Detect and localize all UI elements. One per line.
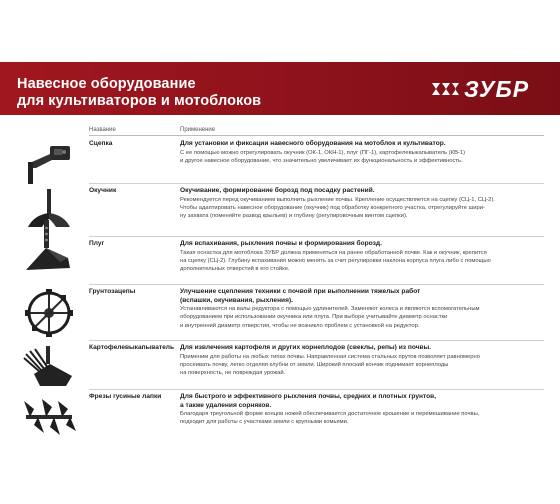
header-divider <box>89 135 544 136</box>
column-header-purpose: Применение <box>180 127 216 133</box>
row-divider <box>89 340 544 341</box>
brand-logo-text: ЗУБР <box>464 76 530 102</box>
row-divider <box>89 284 544 285</box>
column-header-name: Название <box>89 127 116 133</box>
row-description: Для извлечения картофеля и других корнеплодов (свеклы, репы) из почвы. Применим для работы на любых типах почвы. Направленная система стальных прутов позволяет равномерно просеивать почву, легко отделяя клубни от земли. Широкий плоский кончик поднимает корнеплоды на поверхность, не повреждая урожай. <box>180 344 480 377</box>
row-name: Грунтозацепы <box>89 288 136 295</box>
row-description: Улучшение сцепления техники с почвой при выполнении тяжелых работ (вспашки, окучивания, рыхления). Устанавливаются на валы редуктора с помощью удлинителей. Заменяют колеса и являются вспомогательным оборудованием при использовании окучника или плуга. При выборе учитывайте диаметр оснастки и внутренний диаметр отверстия, чтобы не возникло проблем с установкой на редуктор. <box>180 288 480 329</box>
brand-logo <box>430 75 548 103</box>
row-description: Для установки и фиксации навесного оборудования на мотоблок и культиватор. С ее помощью можно отрегулировать окучник (ОК-1, ОКН-1), плуг (ПГ-1), картофелевыкапыватель (КВ-1) и другое навесное оборудование, что значительно увеличивает их функциональность и эффективность. <box>180 140 466 164</box>
row-name: Фрезы гусиные лапки <box>89 393 162 400</box>
row-divider <box>89 183 544 184</box>
hitch-illustration <box>20 142 78 186</box>
lug-wheel-illustration <box>20 288 78 338</box>
row-divider <box>89 236 544 237</box>
row-divider <box>89 389 544 390</box>
row-name: Окучник <box>89 187 117 194</box>
row-name: Сцепка <box>89 140 113 147</box>
potato-digger-illustration <box>20 346 78 392</box>
bison-emblem-icon <box>430 77 460 101</box>
title-line-2: для культиваторов и мотоблоков <box>17 93 262 109</box>
row-description: Окучивание, формирование борозд под посадку растений. Рекомендуется перед окучиванием выполнить рыхление почвы. Крепление осуществляется на сцепку (СЦ-1, СЦ-2). Чтобы адаптировать навесное оборудование (окучник) под обработку конкретного участка, отрегулируйте шири- ну захвата (поменяйте развод крыльев) и глубину (регулировочным винтом сцепки). <box>180 187 495 220</box>
header-banner <box>0 62 560 115</box>
row-name: Плуг <box>89 240 105 247</box>
title-line-1: Навесное оборудование <box>17 76 196 92</box>
goose-foot-tiller-illustration <box>20 395 78 439</box>
row-description: Для быстрого и эффективного рыхления почвы, средних и плотных грунтов, а также удаления сорняков. Благодаря треугольной форме концов ножей обеспечивается достаточное крошение и перемешивание почвы, подходит для работы с участками земли с крупными комьями. <box>180 393 480 426</box>
plough-illustration <box>20 220 78 282</box>
row-name: Картофелевыкапыватель <box>89 344 175 351</box>
row-description: Для вспахивания, рыхления почвы и формирования борозд. Такая оснастка для мотоблока ЗУБР должна применяться на ранее обработанной почве. Как и окучник, крепится на сцепку (СЦ-2). Глубину вспахивания можно менять за счет регулировки наклона корпуса плуга либо с помощью дополнительных отверстий в его стойке. <box>180 240 491 273</box>
page-title <box>17 76 261 110</box>
